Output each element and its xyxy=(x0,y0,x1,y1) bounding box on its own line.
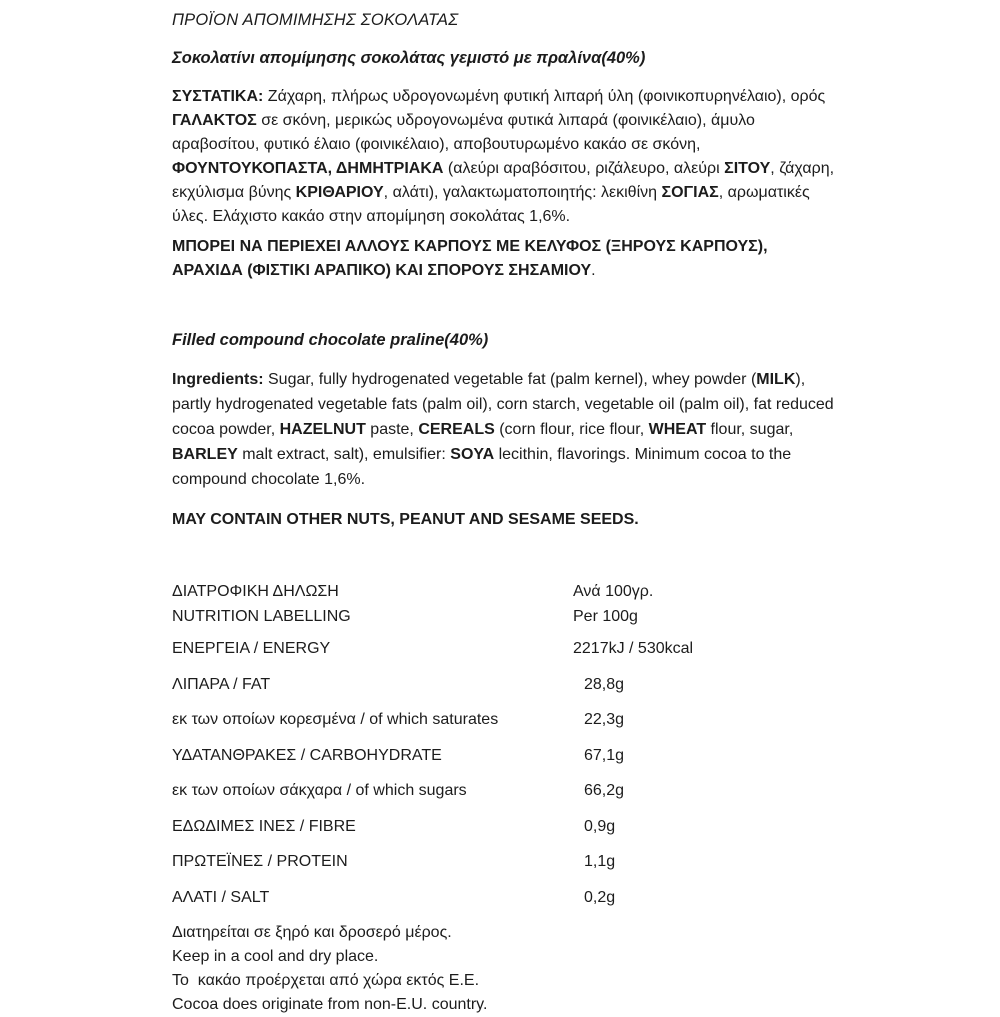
product-subtitle-greek: Σοκολατίνι απομίμησης σοκολάτας γεμιστό με πραλίνα(40%) xyxy=(172,49,646,67)
row-label: ΥΔΑΤΑΝΘΡΑΚΕΣ / CARBOHYDRATE xyxy=(172,746,442,764)
nutrition-header-per-greek: Ανά 100γρ. xyxy=(573,583,654,600)
nutrition-table-header xyxy=(172,579,836,629)
row-label: ΛΙΠΑΡΑ / FAT xyxy=(172,675,271,693)
table-row-energy xyxy=(172,640,836,657)
row-value: 28,8g xyxy=(584,675,625,693)
row-value: 67,1g xyxy=(584,746,625,764)
product-title-english: Filled compound chocolate praline(40%) xyxy=(172,331,489,349)
allergen-warning-greek: ΜΠΟΡΕΙ ΝΑ ΠΕΡΙΕΧΕΙ ΑΛΛΟΥΣ ΚΑΡΠΟΥΣ ΜΕ ΚΕΛΥΦΟΣ (ΞΗΡΟΥΣ ΚΑΡΠΟΥΣ), ΑΡΑΧΙΔΑ (ΦΙΣΤΙΚΙ ΑΡΑΠΙΚΟ) ΚΑΙ ΣΠΟΡΟΥΣ ΣΗΣΑΜΙΟΥ. xyxy=(172,238,772,279)
row-label: ΕΔΩΔΙΜΕΣ ΙΝΕΣ / FIBRE xyxy=(172,817,356,835)
nutrition-table xyxy=(172,579,836,906)
row-value: 2217kJ / 530kcal xyxy=(573,640,694,657)
ingredients-paragraph-english: Ingredients: Sugar, fully hydrogenated vegetable fat (palm kernel), whey powder (MILK), partly hydrogenated vegetable fats (palm oil), corn starch, vegetable oil (palm oil), fat reduced cocoa powder, HAZELNUT paste, CEREALS (corn flour, rice flour, WHEAT flour, sugar, BARLEY malt extract, salt), emulsifier: SOYA lecithin, flavorings. Minimum cocoa to the compound chocolate 1,6%. xyxy=(172,371,839,488)
storage-instructions xyxy=(172,921,836,1017)
table-row-carbohydrate xyxy=(172,747,836,764)
allergen-warning-english: MAY CONTAIN OTHER NUTS, PEANUT AND SESAME SEEDS. xyxy=(172,511,639,528)
cocoa-origin-line-greek: Το κακάο προέρχεται από χώρα εκτός Ε.Ε. xyxy=(172,971,480,989)
nutrition-header-label-english: NUTRITION LABELLING xyxy=(172,608,351,625)
cocoa-origin-line-english: Cocoa does originate from non-E.U. country. xyxy=(172,995,488,1013)
row-label: εκ των οποίων κορεσμένα / of which saturates xyxy=(172,711,499,728)
row-value: 0,2g xyxy=(584,888,616,906)
table-row-protein xyxy=(172,853,836,870)
nutrition-rows xyxy=(172,640,836,906)
nutrition-header-label xyxy=(172,579,573,629)
storage-line-english: Keep in a cool and dry place. xyxy=(172,947,379,965)
nutrition-header-per-english: Per 100g xyxy=(573,608,638,625)
table-row-salt xyxy=(172,889,836,906)
product-title-greek: ΠΡΟΪΟΝ ΑΠΟΜΙΜΗΣΗΣ ΣΟΚΟΛΑΤΑΣ xyxy=(172,11,459,29)
table-row-sugars xyxy=(172,782,836,799)
row-value: 1,1g xyxy=(584,853,616,870)
row-label: ΑΛΑΤΙ / SALT xyxy=(172,888,270,906)
nutrition-header-per xyxy=(573,579,653,629)
row-value: 22,3g xyxy=(584,711,625,728)
table-row-fat xyxy=(172,676,836,693)
table-row-saturates xyxy=(172,711,836,728)
row-value: 0,9g xyxy=(584,817,616,835)
row-label: ΕΝΕΡΓΕΙΑ / ENERGY xyxy=(172,640,331,657)
storage-line-greek: Διατηρείται σε ξηρό και δροσερό μέρος. xyxy=(172,923,452,941)
row-label: εκ των οποίων σάκχαρα / of which sugars xyxy=(172,782,467,799)
row-label: ΠΡΩΤΕΪΝΕΣ / PROTEIN xyxy=(172,853,348,870)
nutrition-header-label-greek: ΔΙΑΤΡΟΦΙΚΗ ΔΗΛΩΣΗ xyxy=(172,583,339,600)
table-row-fibre xyxy=(172,818,836,835)
label-page xyxy=(172,8,839,1017)
ingredients-paragraph-greek: ΣΥΣΤΑΤΙΚΑ: Ζάχαρη, πλήρως υδρογονωμένη φυτική λιπαρή ύλη (φοινικοπυρηνέλαιο), ορός ΓΑΛΑΚΤΟΣ σε σκόνη, μερικώς υδρογονωμένα φυτικά λιπαρά (φοινικέλαιο), άμυλο αραβοσίτου, φυτικό έλαιο (φοινικέλαιο), αποβουτυρωμένο κακάο σε σκόνη, ΦΟΥΝΤΟΥΚΟΠΑΣΤΑ, ΔΗΜΗΤΡΙΑΚΑ (αλεύρι αραβόσιτου, ριζάλευρο, αλεύρι ΣΙΤΟΥ, ζάχαρη, εκχύλισμα βύνης ΚΡΙΘΑΡΙΟΥ, αλάτι), γαλακτωματοποιητής: λεκιθίνη ΣΟΓΙΑΣ, αρωματικές ύλες. Ελάχιστο κακάο στην απομίμηση σοκολάτας 1,6%. xyxy=(172,88,839,225)
row-value: 66,2g xyxy=(584,782,625,799)
